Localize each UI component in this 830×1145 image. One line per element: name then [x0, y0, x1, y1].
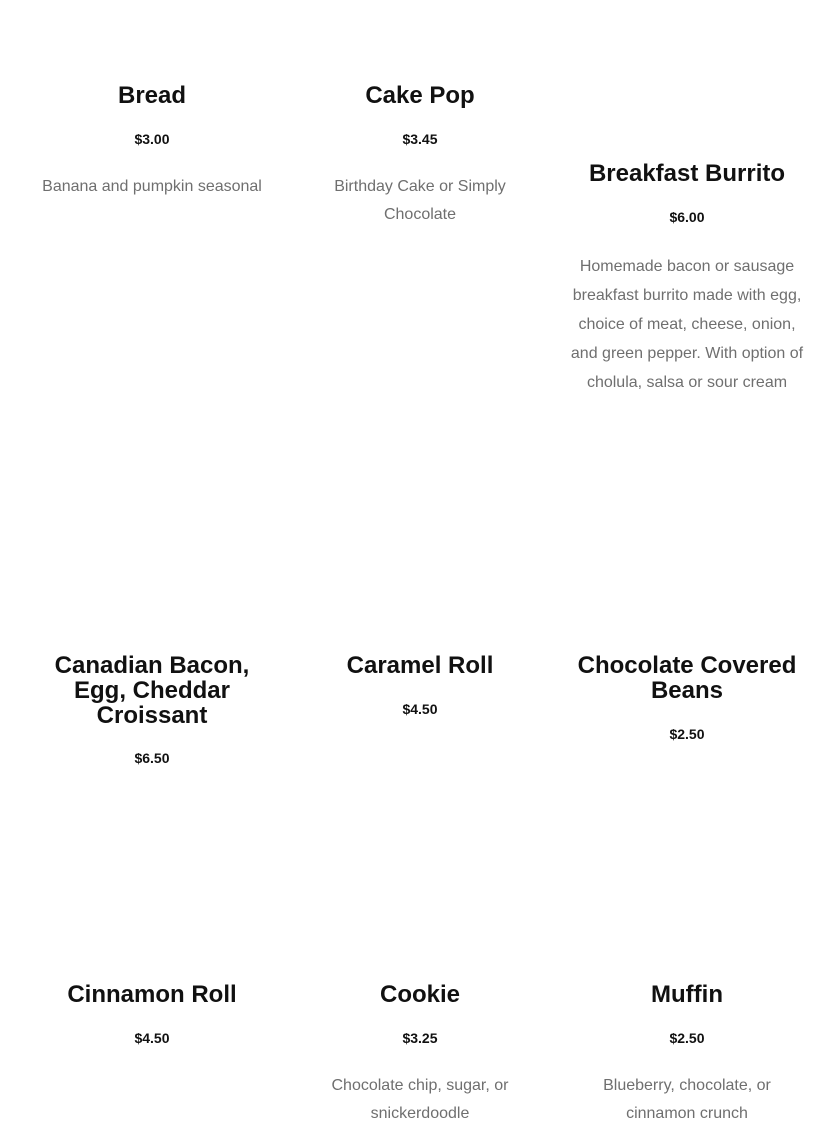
menu-item-card[interactable] — [34, 653, 270, 767]
menu-item-price: $2.50 — [669, 726, 705, 742]
menu-item-price: $6.50 — [134, 750, 170, 766]
menu-item-price: $4.50 — [134, 1030, 170, 1046]
menu-item-title: Muffin — [651, 981, 723, 1008]
menu-item-description: Chocolate chip, sugar, or snickerdoodle — [331, 1077, 509, 1122]
menu-item-price: $6.00 — [669, 209, 705, 225]
menu-item-card[interactable] — [569, 982, 805, 1128]
menu-item-card[interactable] — [302, 653, 538, 718]
menu-item-title: Cinnamon Roll — [67, 981, 237, 1008]
menu-item-price: $3.00 — [134, 131, 170, 147]
menu-item-card[interactable] — [302, 982, 538, 1128]
menu-item-title: Breakfast Burrito — [588, 160, 786, 187]
menu-item-title: Cookie — [379, 981, 460, 1008]
menu-item-card[interactable] — [569, 161, 805, 397]
menu-item-price: $4.50 — [402, 701, 438, 717]
menu-item-description: Blueberry, chocolate, or cinnamon crunch — [603, 1077, 771, 1122]
menu-item-description: Homemade bacon or sausage breakfast burrito made with egg, choice of meat, cheese, onion, and green pepper. With option of cholula, salsa or sour cream — [570, 258, 804, 391]
menu-item-card[interactable] — [302, 83, 538, 229]
menu-item-title: Bread — [117, 82, 187, 109]
menu-item-title: Caramel Roll — [346, 652, 494, 679]
menu-item-description: Banana and pumpkin seasonal — [42, 178, 262, 195]
menu-item-title: Canadian Bacon, Egg, Cheddar Croissant — [54, 652, 250, 729]
menu-item-card[interactable] — [569, 653, 805, 743]
menu-item-description: Birthday Cake or Simply Chocolate — [334, 178, 506, 223]
menu-item-title: Chocolate Covered Beans — [577, 652, 797, 704]
menu-item-price: $3.45 — [402, 131, 438, 147]
menu-item-price: $3.25 — [402, 1030, 438, 1046]
menu-item-price: $2.50 — [669, 1030, 705, 1046]
menu-item-card[interactable] — [34, 982, 270, 1047]
menu-item-title: Cake Pop — [365, 82, 475, 109]
menu-item-card[interactable] — [34, 83, 270, 201]
